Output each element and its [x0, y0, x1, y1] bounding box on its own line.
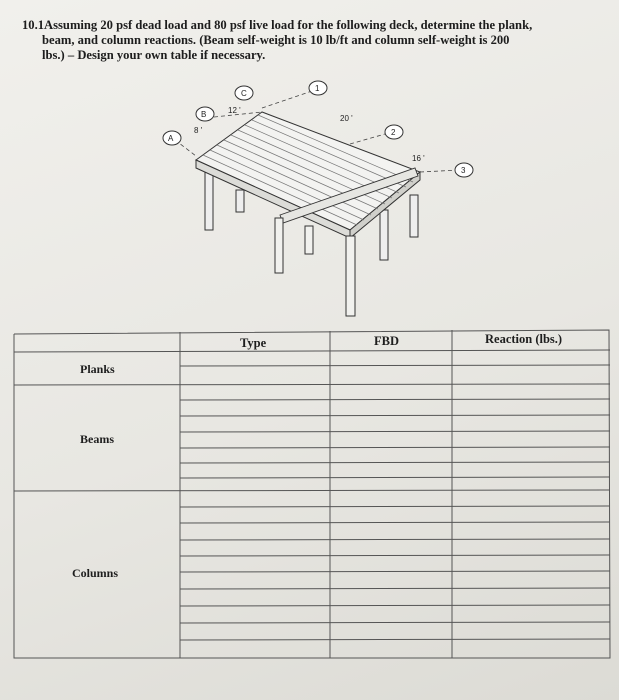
problem-line-2: beam, and column reactions. (Beam self-weight is 10 lb/ft and column self-weight is 200 — [42, 32, 510, 47]
dim-20-label: 20 ' — [340, 114, 353, 123]
dim-16-label: 16 ' — [412, 154, 425, 163]
header-reaction: Reaction (lbs.) — [485, 332, 563, 346]
row-label-columns: Columns — [72, 566, 119, 580]
problem-line-3: lbs.) – Design your own table if necessary. — [42, 47, 266, 62]
row-label-planks: Planks — [80, 362, 115, 376]
header-fbd: FBD — [374, 334, 399, 348]
bubble-2-label: 2 — [391, 128, 396, 137]
dim-8-label: 8 ' — [194, 126, 203, 135]
dim-12-label: 12 ' — [228, 106, 241, 115]
row-label-beams: Beams — [80, 432, 114, 446]
bubble-b-label: B — [201, 110, 207, 119]
problem-line-1: 10.1Assuming 20 psf dead load and 80 psf live load for the following deck, determine the plank, — [22, 18, 533, 32]
bubble-1-label: 1 — [315, 84, 320, 93]
bubble-3-label: 3 — [461, 166, 466, 175]
bubble-c-label: C — [241, 89, 247, 98]
header-type: Type — [240, 336, 267, 350]
bubble-a-label: A — [168, 134, 174, 143]
